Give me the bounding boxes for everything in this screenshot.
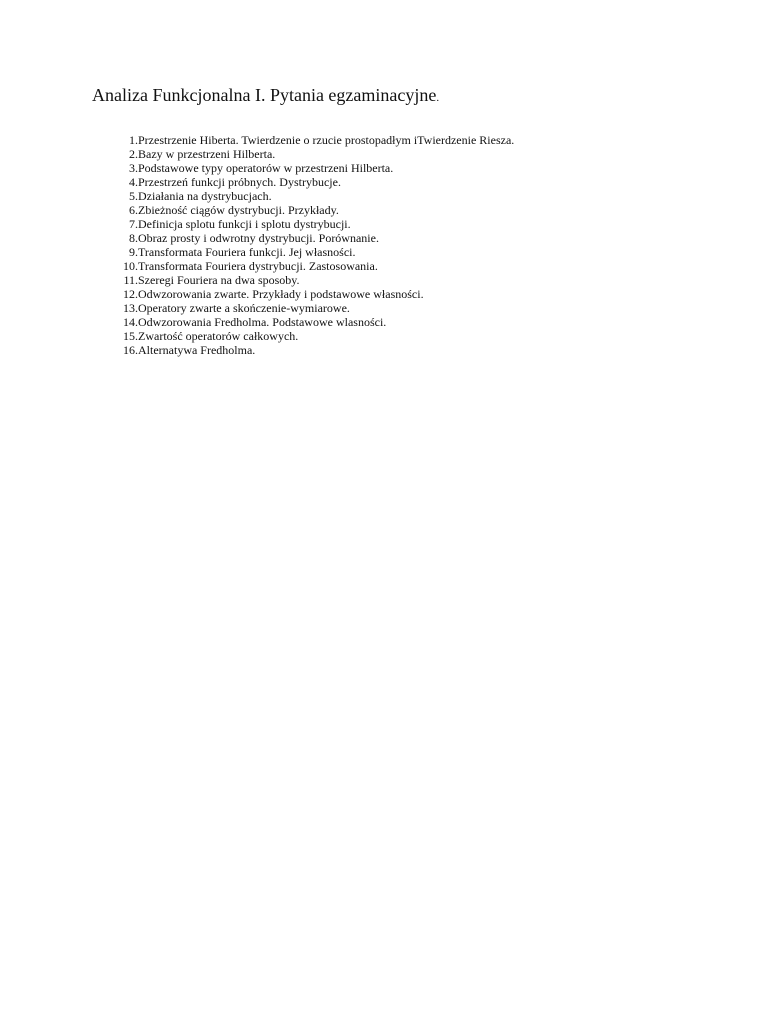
list-item <box>108 203 514 217</box>
question-number <box>108 259 138 273</box>
question-number-label: 1. <box>129 133 138 147</box>
question-text: Bazy w przestrzeni Hilberta. <box>138 147 276 161</box>
question-number <box>108 217 138 231</box>
document-title-period: . <box>436 92 440 104</box>
question-number <box>108 203 138 217</box>
question-number-label: 7. <box>129 217 138 231</box>
question-number-label: 13. <box>123 301 138 315</box>
question-text: Zbieżność ciągów dystrybucji. Przykłady. <box>138 203 339 217</box>
list-item <box>108 315 514 329</box>
document-title-text: Analiza Funkcjonalna I. Pytania egzaminacyjne <box>92 85 437 105</box>
question-number-label: 9. <box>129 245 138 259</box>
question-number <box>108 175 138 189</box>
question-text: Przestrzeń funkcji próbnych. Dystrybucje. <box>138 175 341 189</box>
question-number <box>108 329 138 343</box>
question-text: Zwartość operatorów całkowych. <box>138 329 299 343</box>
question-text: Transformata Fouriera dystrybucji. Zastosowania. <box>138 259 378 273</box>
list-item <box>108 259 514 273</box>
question-number <box>108 343 138 357</box>
question-number <box>108 301 138 315</box>
question-text: Szeregi Fouriera na dwa sposoby. <box>138 273 300 287</box>
question-number-label: 16. <box>123 343 138 357</box>
question-number-label: 4. <box>129 175 138 189</box>
question-number <box>108 245 138 259</box>
document-title <box>92 85 439 106</box>
list-item <box>108 161 514 175</box>
question-number <box>108 189 138 203</box>
question-number-label: 10. <box>123 259 138 273</box>
question-text: Obraz prosty i odwrotny dystrybucji. Porównanie. <box>138 231 379 245</box>
question-text: Odwzorowania zwarte. Przykłady i podstawowe własności. <box>138 287 424 301</box>
question-text: Podstawowe typy operatorów w przestrzeni Hilberta. <box>138 161 394 175</box>
question-number-label: 5. <box>129 189 138 203</box>
exam-question-list <box>108 133 514 357</box>
question-number <box>108 273 138 287</box>
question-number-label: 3. <box>129 161 138 175</box>
list-item <box>108 329 514 343</box>
question-text: Operatory zwarte a skończenie-wymiarowe. <box>138 301 350 315</box>
question-text: Alternatywa Fredholma. <box>138 343 256 357</box>
question-number-label: 11. <box>123 273 138 287</box>
question-text: Działania na dystrybucjach. <box>138 189 272 203</box>
list-item <box>108 217 514 231</box>
question-text: Odwzorowania Fredholma. Podstawowe wlasności. <box>138 315 387 329</box>
question-number-label: 12. <box>123 287 138 301</box>
question-text: Przestrzenie Hiberta. Twierdzenie o rzucie prostopadłym iTwierdzenie Riesza. <box>138 133 515 147</box>
question-number <box>108 147 138 161</box>
question-number <box>108 287 138 301</box>
question-number <box>108 161 138 175</box>
question-number <box>108 231 138 245</box>
question-number <box>108 133 138 147</box>
question-number-label: 2. <box>129 147 138 161</box>
list-item <box>108 189 514 203</box>
question-number-label: 15. <box>123 329 138 343</box>
question-number-label: 14. <box>123 315 138 329</box>
list-item <box>108 133 514 147</box>
list-item <box>108 175 514 189</box>
question-number-label: 6. <box>129 203 138 217</box>
question-text: Transformata Fouriera funkcji. Jej własności. <box>138 245 356 259</box>
list-item <box>108 287 514 301</box>
question-number-label: 8. <box>129 231 138 245</box>
question-number <box>108 315 138 329</box>
question-text: Definicja splotu funkcji i splotu dystrybucji. <box>138 217 351 231</box>
list-item <box>108 147 514 161</box>
list-item <box>108 245 514 259</box>
list-item <box>108 273 514 287</box>
list-item <box>108 231 514 245</box>
list-item <box>108 343 514 357</box>
list-item <box>108 301 514 315</box>
